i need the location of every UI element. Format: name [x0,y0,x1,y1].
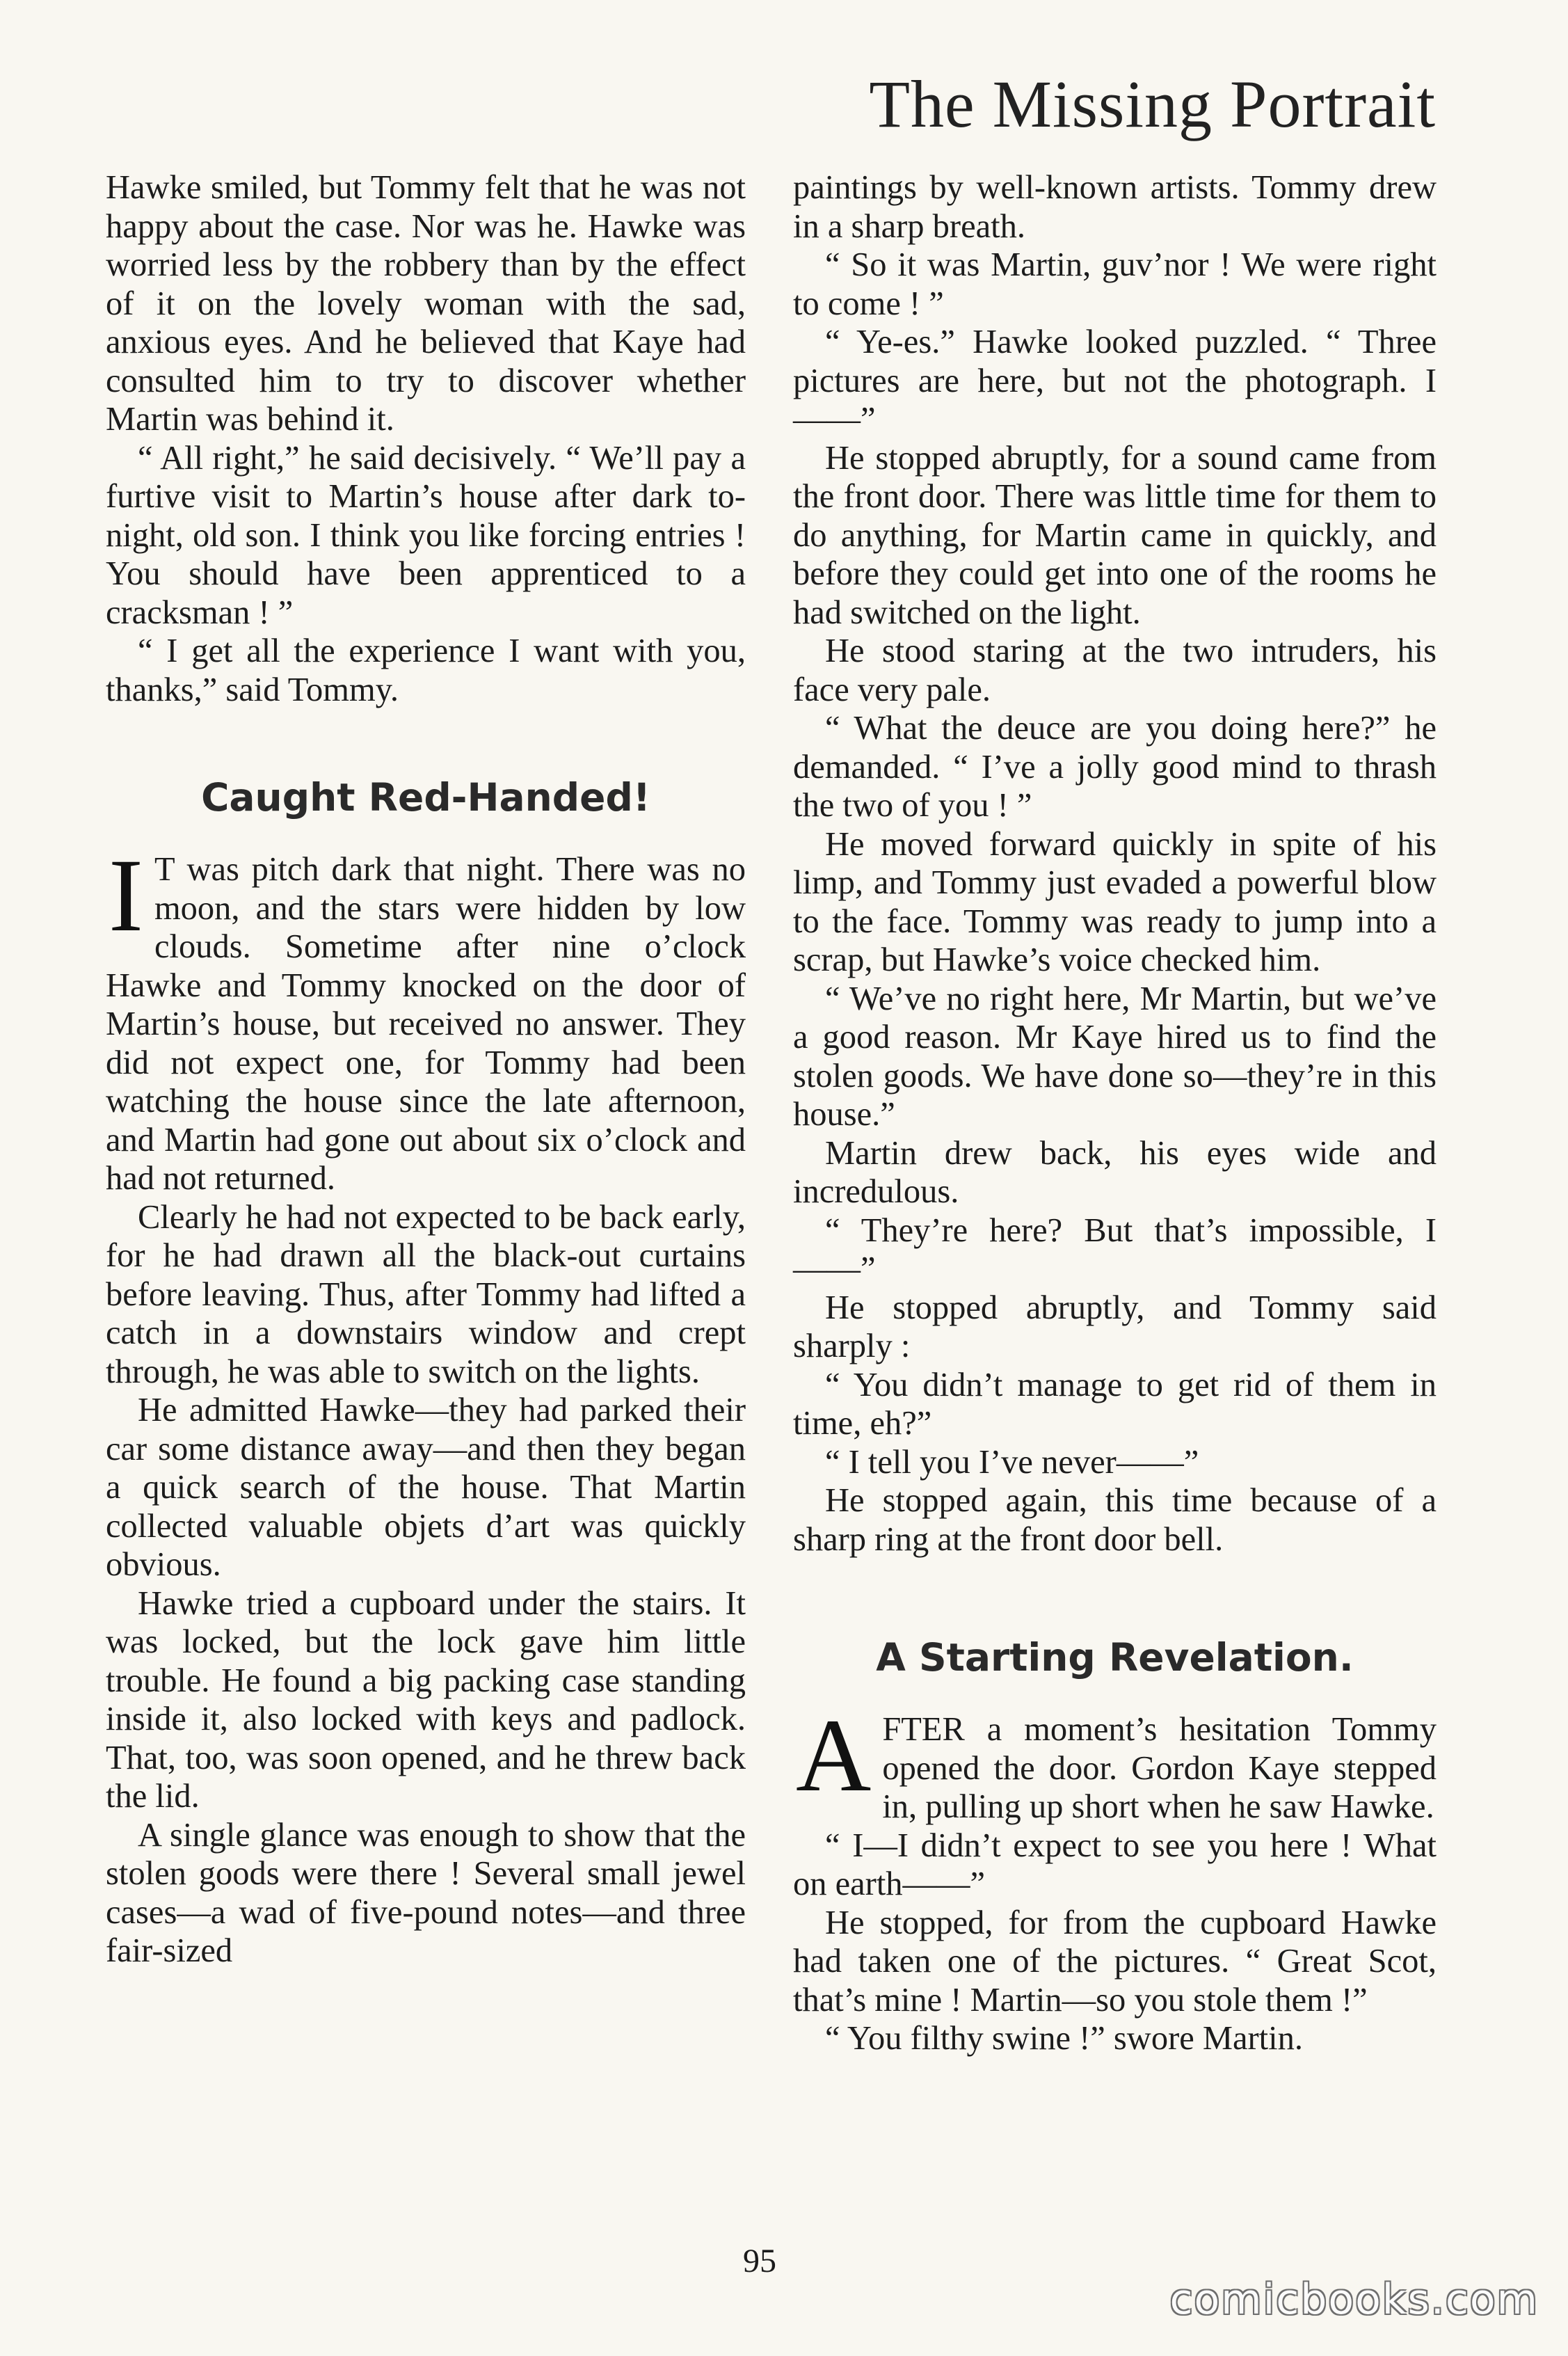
paragraph: “ What the deuce are you doing here?” he demanded. “ I’ve a jolly good mind to thrash the two of you ! ” [793,710,1437,824]
drop-cap: I [109,838,143,953]
paragraph: He admitted Hawke—they had parked their car some distance away—and then they began a quick search of the house. That Martin collected valuable objets d’art was quickly obvious. [106,1392,746,1583]
paragraph: “ They’re here? But that’s impossible, I——” [793,1211,1437,1287]
paragraph: “ So it was Martin, guv’nor ! We were right to come ! ” [793,246,1437,322]
right-column [793,168,1437,2058]
paragraph: He stopped abruptly, for a sound came from the front door. There was little time for them to do anything, for Martin came in quickly, and before they could get into one of the rooms he had switched on the light. [793,439,1437,631]
paragraph: Martin drew back, his eyes wide and incredulous. [793,1134,1437,1210]
paragraph: A single glance was enough to show that the stolen goods were there ! Several small jewel cases—a wad of five-pound notes—and three fair-sized [106,1816,746,1969]
watermark-logo: comicbooks.com [1169,2275,1539,2324]
paragraph: “ You filthy swine !” swore Martin. [825,2020,1304,2057]
paragraph [106,838,746,1198]
paragraph-text: T was pitch dark that night. There was no moon, and the stars were hidden by low clouds. Sometime after nine o’clock Hawke and Tommy knocked on the door of Martin’s house, but received no answer. They did not expect one, for Tommy had been watching the house since the late afternoon, and Martin had gone out about six o’clock and had not returned. [106,851,746,1197]
paragraph: “ I tell you I’ve never——” [825,1443,1199,1481]
paragraph-text: FTER a moment’s hesitation Tommy opened the door. Gordon Kaye stepped in, pulling up short when he saw Hawke. [882,1711,1437,1825]
page-number: 95 [743,2243,776,2279]
paragraph: He stopped again, this time because of a sharp ring at the front door bell. [793,1482,1437,1558]
page-title: The Missing Portrait [869,67,1436,141]
paragraph: “ All right,” he said decisively. “ We’ll pay a furtive visit to Martin’s house after dark to-night, old son. I think you like forcing entries ! You should have been apprenticed to a cracksman ! ” [106,439,746,631]
paragraph: He stopped, for from the cupboard Hawke had taken one of the pictures. “ Great Scot, that’s mine ! Martin—so you stole them !” [793,1904,1437,2019]
paragraph: “ I get all the experience I want with you, thanks,” said Tommy. [106,632,746,708]
section-heading: A Starting Revelation. [876,1635,1354,1680]
paragraph [793,1698,1437,1826]
paragraph: He stood staring at the two intruders, his face very pale. [793,632,1437,708]
paragraph: He moved forward quickly in spite of his limp, and Tommy just evaded a powerful blow to the face. Tommy was ready to jump into a scrap, but Hawke’s voice checked him. [793,825,1437,978]
paragraph: Clearly he had not expected to be back early, for he had drawn all the black-out curtains before leaving. Thus, after Tommy had lifted a catch in a downstairs window and crept through, he was able to switch on the lights. [106,1198,746,1390]
paragraph: He stopped abruptly, and Tommy said sharply : [793,1289,1437,1364]
paragraph: “ You didn’t manage to get rid of them in time, eh?” [793,1366,1437,1442]
paragraph: Hawke tried a cupboard under the stairs. It was locked, but the lock gave him little trouble. He found a big packing case standing inside it, also locked with keys and padlock. That, too, was soon opened, and he threw back the lid. [106,1584,746,1815]
left-column [106,168,746,1971]
paragraph: paintings by well-known artists. Tommy drew in a sharp breath. [793,169,1437,245]
drop-cap: A [796,1698,872,1813]
section-heading: Caught Red-Handed! [201,775,650,820]
paragraph: “ Ye-es.” Hawke looked puzzled. “ Three pictures are here, but not the photograph. I——” [793,324,1437,438]
paragraph: “ I—I didn’t expect to see you here ! What on earth——” [793,1826,1437,1902]
paragraph: Hawke smiled, but Tommy felt that he was not happy about the case. Nor was he. Hawke was worried less by the robbery than by the effect of it on the lovely woman with the sad, anxious eyes. And he believed that Kaye had consulted him to try to discover whether Martin was behind it. [106,169,746,438]
paragraph: “ We’ve no right here, Mr Martin, but we’ve a good reason. Mr Kaye hired us to find the stolen goods. We have done so—they’re in this house.” [793,980,1437,1133]
